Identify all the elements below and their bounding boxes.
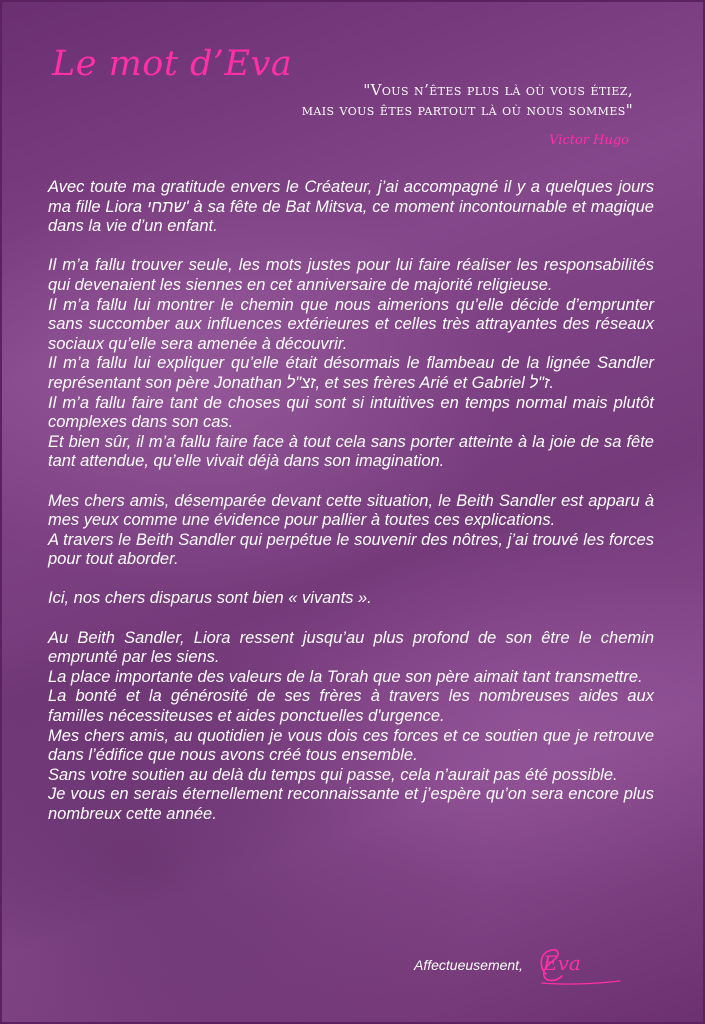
paragraph: Mes chers amis, au quotidien je vous dois ces forces et ce soutien que je retrouve dans l’édifice que nous avons créé tous ensemble. [48,726,654,765]
paragraph: Je vous en serais éternellement reconnaissante et j’espère qu’on sera encore plus nombreux cette année. [48,785,654,823]
epigraph-quote [163,80,633,120]
paragraph: La place importante des valeurs de la Torah que son père aimait tant transmettre. [48,667,643,686]
paragraph: Mes chers amis, désemparée devant cette situation, le Beith Sandler est apparu à mes yeux comme une évidence pour pallier à toutes ces explications. [48,491,654,530]
paragraph: Ici, nos chers disparus sont bien « vivants ». [48,589,372,608]
paragraph-gap [48,609,654,629]
paragraph: A travers le Beith Sandler qui perpétue le souvenir des nôtres, j’ai trouvé les forces pour tout aborder. [48,530,654,569]
paragraph: Avec toute ma gratitude envers le Créateur, j’ai accompagné il y a quelques jours ma fille Liora שתחי' à sa fête de Bat Mitsva, ce moment incontournable et magique dans la vie d’un enfant. [48,178,654,236]
paragraph: La bonté et la générosité de ses frères à travers les nombreuses aides aux familles nécessiteuses et aides ponctuelles d'urgence. [48,687,654,726]
paragraph: Il m’a fallu faire tant de choses qui sont si intuitives en temps normal mais plutôt complexes dans son cas. [48,393,654,432]
quote-author: Victor Hugo [549,133,629,148]
closing-salutation: Affectueusement, [414,957,523,973]
paragraph: Il m’a fallu lui montrer le chemin que nous aimerions qu’elle décide d’emprunter sans succomber aux influences extérieures et celles très attrayantes des réseaux sociaux qu’elle sera amenée à découvrir. [48,295,654,353]
page-title: Le mot d’Eva [52,44,293,84]
paragraph: Il m’a fallu lui expliquer qu’elle était désormais le flambeau de la lignée Sandler représentant son père Jonathan זצ"ל, et ses frères Arié et Gabriel ז"ל. [48,354,654,392]
paragraph: Il m’a fallu trouver seule, les mots justes pour lui faire réaliser les responsabilités qui devenaient les siennes en cet anniversaire de majorité religieuse. [48,256,654,294]
paragraph-gap [48,237,654,257]
signature: Eva [543,951,581,975]
quote-line-1: "Vous n’êtes plus là où vous étiez, [363,81,633,99]
paragraph: Et bien sûr, il m’a fallu faire face à tout cela sans porter atteinte à la joie de sa fête tant attendue, qu’elle vivait déjà dans son imagination. [48,432,654,471]
paragraph-gap [48,472,654,492]
paragraph: Sans votre soutien au delà du temps qui passe, cela n’aurait pas été possible. [48,765,618,784]
paragraph-gap [48,570,654,590]
paragraph: Au Beith Sandler, Liora ressent jusqu’au plus profond de son être le chemin emprunté par les siens. [48,628,654,667]
quote-line-2: mais vous êtes partout là où nous sommes" [301,101,633,119]
letter-body [48,178,654,825]
